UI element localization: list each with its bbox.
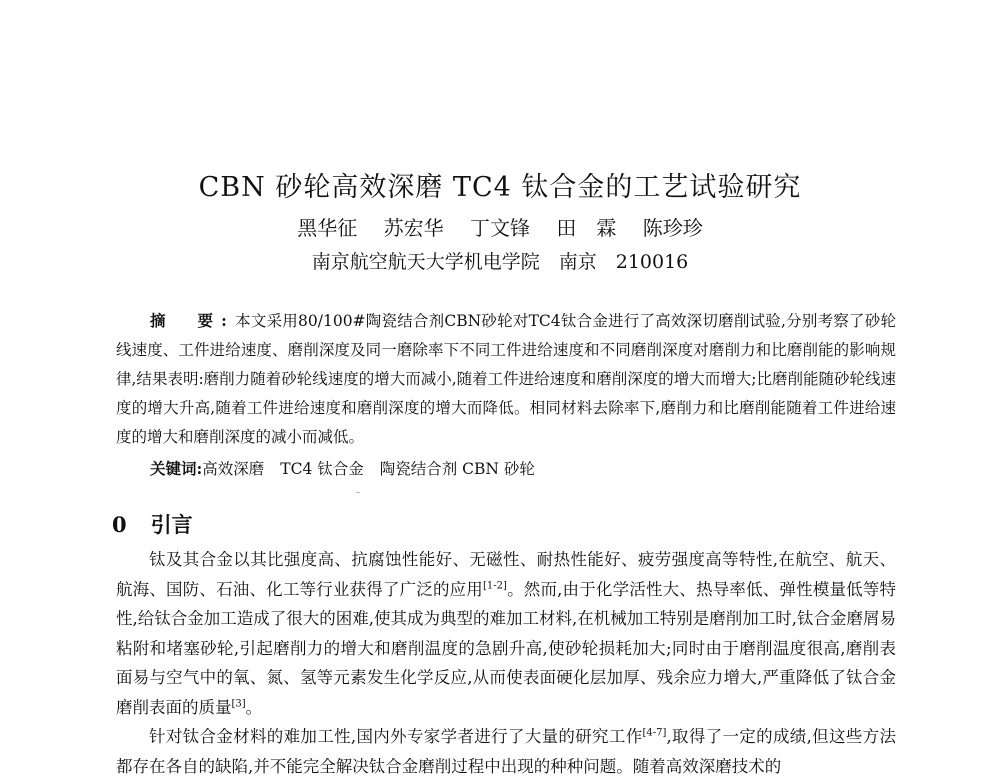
keywords-label: 关键词:: [150, 459, 203, 478]
text-run: 针对钛合金材料的难加工性,国内外专家学者进行了大量的研究工作: [149, 727, 643, 746]
body-text: [116, 545, 896, 781]
abstract-text: 本文采用80/100#陶瓷结合剂CBN砂轮对TC4钛合金进行了高效深切磨削试验,分别考察了砂轮线速度、工件进给速度、磨削深度及同一磨除率下不同工件进给速度和不同磨削深度对磨削力和比磨削能的影响规律,结果表明:磨削力随着砂轮线速度的增大而减小,随着工件进给速度和磨削深度的增大而增大;比磨削能随砂轮线速度的增大升高,随着工件进给速度和磨削深度的增大而降低。相同材料去除率下,磨削力和比磨削能随着工件进给速度的增大和磨削深度的减小而减低。: [116, 312, 896, 446]
author: 黑华征: [297, 216, 358, 240]
author: 丁文锋: [470, 216, 530, 240]
paragraph: [116, 722, 896, 781]
text-run: 钛及其合金以其比强度高、抗腐蚀性能好、无磁性、耐热性能好、疲劳强度高等特性,在航空、航天、航海、国防、石油、化工等行业获得了广泛的应用: [116, 550, 896, 599]
author: 田 霖: [556, 216, 617, 240]
keyword: 高效深磨: [202, 460, 265, 478]
paragraph: [116, 545, 896, 722]
keyword: 陶瓷结合剂 CBN 砂轮: [379, 460, 535, 478]
section-title: 引言: [150, 512, 193, 537]
text-run: ,取得了一定的成绩,但这些方法都存在各自的缺陷,并不能完全解决钛合金磨削过程中出现的种种问题。随着高效深磨技术的: [116, 727, 896, 776]
author: 苏宏华: [383, 216, 444, 240]
section-heading: [112, 510, 193, 540]
abstract-label: 摘 要:: [150, 311, 235, 330]
keyword: TC4 钛合金: [280, 460, 364, 478]
section-number: 0: [112, 512, 127, 537]
text-run: 。: [245, 697, 263, 717]
abstract: [116, 306, 896, 452]
scan-speck: [356, 492, 360, 493]
keywords: [150, 454, 890, 484]
citation: [4-7]: [642, 727, 667, 739]
paper-title: CBN 砂轮高效深磨 TC4 钛合金的工艺试验研究: [198, 172, 802, 203]
text-run: 。然而,由于化学活性大、热导率低、弹性模量低等特性,给钛合金加工造成了很大的困难,使其成为典型的难加工材料,在机械加工特别是磨削加工时,钛合金磨屑易粘附和堵塞砂轮,引起磨削力的增大和磨削温度的急剧升高,使砂轮损耗加大;同时由于磨削温度很高,磨削表面易与空气中的氧、氮、氢等元素发生化学反应,从而使表面硬化层加厚、残余应力增大,严重降低了钛合金磨削表面的质量: [116, 579, 897, 717]
author-list: [0, 213, 1000, 243]
citation: [3]: [231, 698, 246, 709]
citation: [1-2]: [483, 580, 507, 591]
author: 陈珍珍: [642, 216, 703, 240]
affiliation: 南京航空航天大学机电学院 南京 210016: [311, 251, 689, 273]
